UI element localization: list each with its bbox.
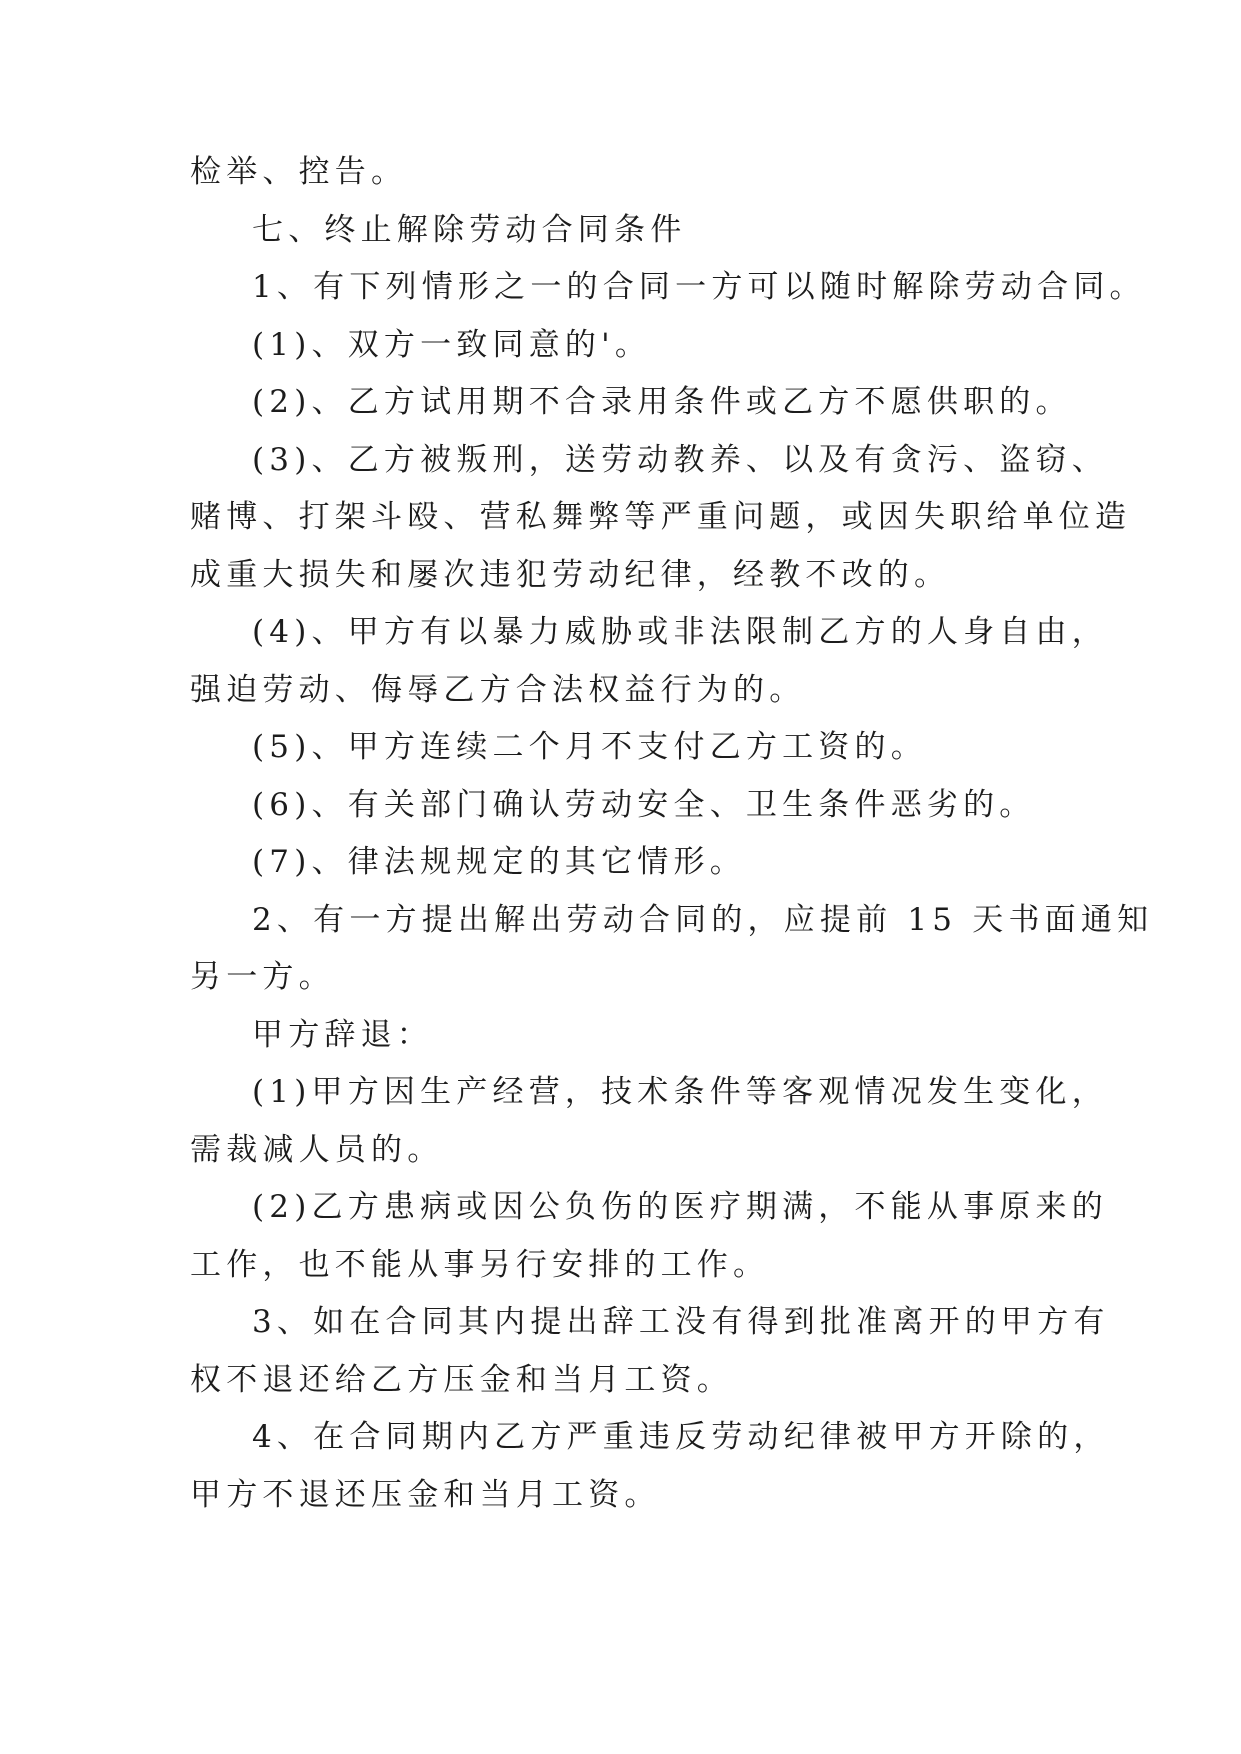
text-line: 另一方。 [190,959,335,995]
section-heading: 七、终止解除劳动合同条件 [252,212,687,248]
text-line: 检举、控告。 [190,154,408,190]
text-line: (4)、甲方有以暴力威胁或非法限制乙方的人身自由， [252,614,1108,650]
text-line: (3)、乙方被叛刑，送劳动教养、以及有贪污、盗窃、 [252,442,1108,478]
text-line: 需裁减人员的。 [190,1132,444,1168]
text-line: 甲方不退还压金和当月工资。 [190,1477,661,1513]
text-line: (1)甲方因生产经营，技术条件等客观情况发生变化， [252,1074,1108,1110]
text-line: 1、有下列情形之一的合同一方可以随时解除劳动合同。 [252,269,1146,305]
text-line: (6)、有关部门确认劳动安全、卫生条件恶劣的。 [252,787,1036,823]
text-line: (2)、乙方试用期不合录用条件或乙方不愿供职的。 [252,384,1072,420]
text-line: (2)乙方患病或因公负伤的医疗期满，不能从事原来的 [252,1189,1108,1225]
text-line: 权不退还给乙方压金和当月工资。 [190,1362,733,1398]
text-line: 甲方辞退： [252,1017,433,1053]
text-line: 工作，也不能从事另行安排的工作。 [190,1247,770,1283]
text-line: (1)、双方一致同意的'。 [252,327,652,363]
text-line: 成重大损失和屡次违犯劳动纪律，经教不改的。 [190,557,951,593]
text-line: 2、有一方提出解出劳动合同的，应提前 15 天书面通知 [252,902,1154,938]
text-line: 强迫劳动、侮辱乙方合法权益行为的。 [190,672,806,708]
text-line: 赌博、打架斗殴、营私舞弊等严重问题，或因失职给单位造 [190,499,1132,535]
text-line: 3、如在合同其内提出辞工没有得到批准离开的甲方有 [252,1304,1110,1340]
text-line: 4、在合同期内乙方严重违反劳动纪律被甲方开除的， [252,1419,1110,1455]
text-line: (7)、律法规规定的其它情形。 [252,844,746,880]
text-line: (5)、甲方连续二个月不支付乙方工资的。 [252,729,927,765]
